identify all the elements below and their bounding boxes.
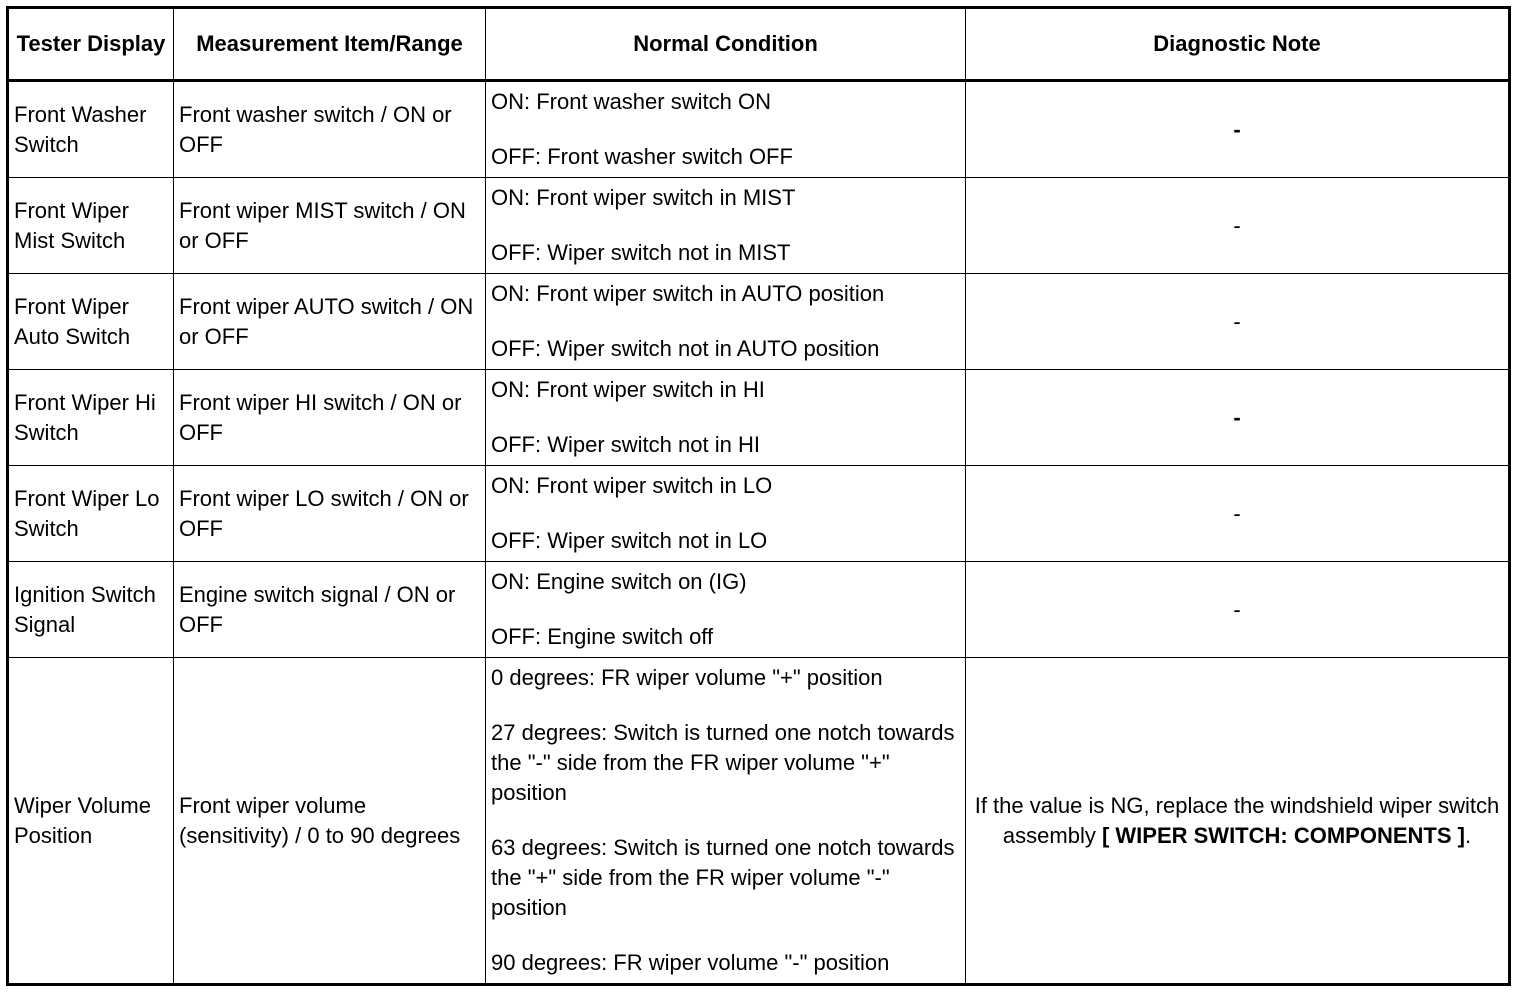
header-measurement: Measurement Item/Range [174,8,486,81]
measurement-cell: Front wiper MIST switch / ON or OFF [174,178,486,274]
wiper-switch-components-link[interactable]: [ WIPER SWITCH: COMPONENTS ] [1101,822,1465,848]
condition-line: ON: Front wiper switch in MIST [491,185,796,210]
spec-table-container [6,6,1511,986]
header-diagnostic-note: Diagnostic Note [966,8,1510,81]
condition-line: ON: Front wiper switch in AUTO position [491,281,885,306]
table-row [8,81,1510,178]
table-row [8,274,1510,370]
condition-line: ON: Engine switch on (IG) [491,569,747,594]
condition-line: 0 degrees: FR wiper volume "+" position [491,665,883,690]
diagnostic-note-cell [966,562,1510,658]
data-list-table [6,6,1511,986]
diagnostic-note-cell [966,274,1510,370]
condition-line: OFF: Wiper switch not in LO [491,528,768,553]
condition-line: OFF: Engine switch off [491,624,714,649]
diagnostic-note-cell [966,658,1510,985]
measurement-cell: Front washer switch / ON or OFF [174,81,486,178]
normal-condition-cell [486,274,966,370]
tester-display-cell: Front Wiper Mist Switch [8,178,174,274]
normal-condition-cell [486,466,966,562]
diagnostic-note-cell [966,466,1510,562]
measurement-cell: Engine switch signal / ON or OFF [174,562,486,658]
table-row [8,562,1510,658]
normal-condition-cell [486,370,966,466]
normal-condition-cell [486,178,966,274]
tester-display-cell: Ignition Switch Signal [8,562,174,658]
condition-line: OFF: Wiper switch not in AUTO position [491,336,880,361]
table-row [8,178,1510,274]
table-row [8,466,1510,562]
measurement-cell: Front wiper LO switch / ON or OFF [174,466,486,562]
tester-display-cell: Front Wiper Lo Switch [8,466,174,562]
table-row [8,658,1510,985]
tester-display-cell: Wiper Volume Position [8,658,174,985]
condition-line: ON: Front wiper switch in HI [491,377,765,402]
condition-line: 90 degrees: FR wiper volume "-" position [491,950,890,975]
header-row [8,8,1510,81]
diagnostic-note-cell [966,370,1510,466]
tester-display-cell: Front Wiper Hi Switch [8,370,174,466]
normal-condition-cell [486,81,966,178]
condition-line: 63 degrees: Switch is turned one notch towards the "+" side from the FR wiper volume "-" position [491,835,955,920]
diagnostic-note-cell [966,178,1510,274]
note-dash: - [1233,308,1241,334]
note-end: . [1464,822,1472,848]
tester-display-cell: Front Wiper Auto Switch [8,274,174,370]
measurement-cell: Front wiper HI switch / ON or OFF [174,370,486,466]
measurement-cell: Front wiper volume (sensitivity) / 0 to 90 degrees [174,658,486,985]
table-row [8,370,1510,466]
normal-condition-cell [486,658,966,985]
note-dash: - [1233,596,1241,622]
measurement-cell: Front wiper AUTO switch / ON or OFF [174,274,486,370]
header-normal-condition: Normal Condition [486,8,966,81]
tester-display-cell: Front Washer Switch [8,81,174,178]
note-dash: - [1233,404,1241,430]
note-text: If the value is NG, replace the windshield wiper switch assembly [974,792,1500,848]
condition-line: OFF: Front washer switch OFF [491,144,793,169]
normal-condition-cell [486,562,966,658]
header-tester-display: Tester Display [8,8,174,81]
condition-line: OFF: Wiper switch not in HI [491,432,760,457]
diagnostic-note-cell [966,81,1510,178]
condition-line: OFF: Wiper switch not in MIST [491,240,791,265]
note-dash: - [1233,500,1241,526]
note-dash: - [1233,116,1241,142]
condition-line: ON: Front wiper switch in LO [491,473,773,498]
condition-line: 27 degrees: Switch is turned one notch towards the "-" side from the FR wiper volume "+" position [491,720,955,805]
condition-line: ON: Front washer switch ON [491,89,771,114]
note-dash: - [1233,212,1241,238]
